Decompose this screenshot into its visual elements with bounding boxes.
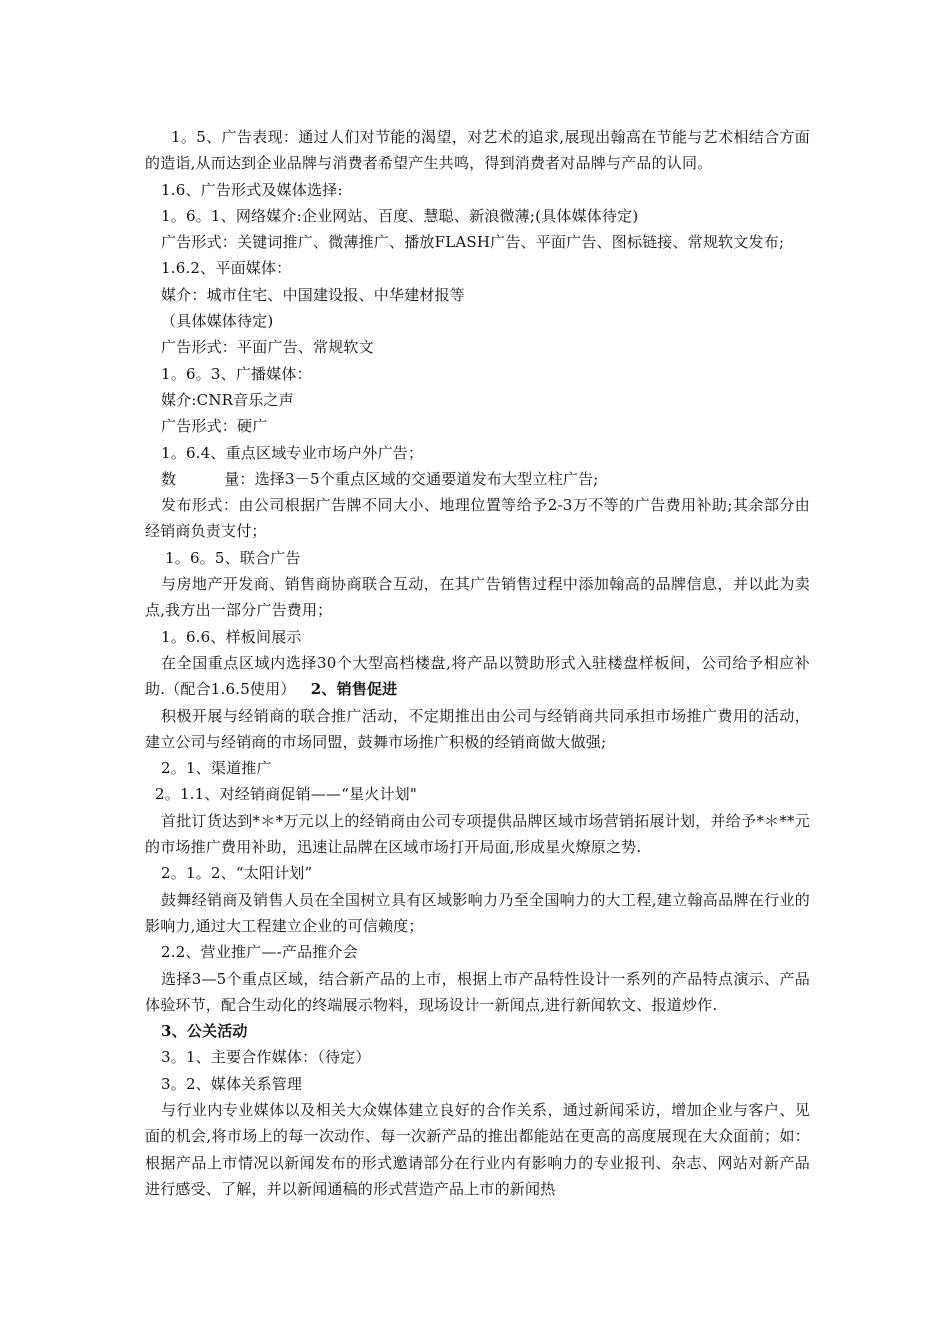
quantity-label-part-1: 数 xyxy=(161,469,177,488)
paragraph-radio-ad-forms: 广告形式：硬广 xyxy=(161,417,268,436)
paragraph-print-media-list: 媒介：城市住宅、中国建设报、中华建材报等 xyxy=(161,285,466,304)
heading-sun-plan: 2。1。2、“太阳计划” xyxy=(161,864,313,883)
document-body xyxy=(145,124,810,1202)
heading-media-partners: 3。1、主要合作媒体：（待定） xyxy=(161,1048,371,1067)
paragraph-product-launch: 选择3—5个重点区域，结合新产品的上市，根据上市产品特性设计一系列的产品特点演示、产品体验环节，配合生动化的终端展示物料，现场设计一新闻点,进行新闻软文、报道炒作. xyxy=(145,969,810,1014)
paragraph-radio-media: 媒介:CNR音乐之声 xyxy=(161,390,294,409)
showroom-text: 在全国重点区域内选择30个大型高档楼盘,将产品以赞助形式入驻楼盘样板间，公司给予相应补助.（配合1.6.5使用） xyxy=(145,653,810,699)
heading-media-relations: 3。2、媒体关系管理 xyxy=(161,1074,303,1093)
paragraph-outdoor-release-form: 发布形式：由公司根据广告牌不同大小、地理位置等给予2-3万不等的广告费用补助;其余部分由经销商负责支付； xyxy=(145,496,810,541)
heading-ad-media-selection: 1.6、广告形式及媒体选择: xyxy=(161,180,343,199)
heading-public-relations: 3、公关活动 xyxy=(161,1022,248,1041)
heading-print-media: 1.6.2、平面媒体： xyxy=(161,259,292,278)
paragraph-print-media-tbd: （具体媒体待定) xyxy=(161,312,274,331)
paragraph-outdoor-quantity xyxy=(145,466,810,492)
heading-online-media: 1。6。1、网络媒介:企业网站、百度、慧聪、新浪微薄;(具体媒体待定) xyxy=(161,206,639,225)
paragraph-print-ad-forms: 广告形式：平面广告、常规软文 xyxy=(161,338,374,357)
heading-joint-ads: 1。6。5、联合广告 xyxy=(165,548,301,567)
quantity-label-part-2: 量：选择3－5个重点区域的交通要道发布大型立柱广告; xyxy=(224,469,599,488)
heading-radio-media: 1。6。3、广播媒体： xyxy=(161,364,312,383)
paragraph-showroom xyxy=(145,650,810,703)
paragraph-spark-plan: 首批订货达到*＊*万元以上的经销商由公司专项提供品牌区域市场营销拓展计划，并给予*＊**元的市场推广费用补助，迅速让品牌在区域市场打开局面,形成星火燎原之势. xyxy=(145,811,810,857)
paragraph-ad-expression: 1。5、广告表现：通过人们对节能的渴望，对艺术的追求,展现出翰高在节能与艺术相结合方面的造诣,从而达到企业品牌与消费者希望产生共鸣，得到消费者对品牌与产品的认同。 xyxy=(145,128,810,173)
heading-spark-plan: 2。1.1、对经销商促销——“星火计划" xyxy=(155,785,417,804)
heading-outdoor-ads: 1。6.4、重点区域专业市场户外广告； xyxy=(161,443,424,462)
paragraph-media-relations: 与行业内专业媒体以及相关大众媒体建立良好的合作关系，通过新闻采访，增加企业与客户、见面的机会,将市场上的每一次动作、每一次新产品的推出都能站在更高的高度展现在大众面前；如：根据产品上市情况以新闻发布的形式邀请部分在行业内有影响力的专业报刊、杂志、网站对新产品进行感受、了解，并以新闻通稿的形式营造产品上市的新闻热 xyxy=(145,1100,810,1198)
paragraph-sun-plan: 鼓舞经销商及销售人员在全国树立具有区域影响力乃至全国响力的大工程,建立翰高品牌在行业的影响力,通过大工程建立企业的可信赖度； xyxy=(145,890,810,935)
heading-business-promotion: 2.2、营业推广—-产品推介会 xyxy=(161,943,358,962)
paragraph-online-ad-forms: 广告形式：关键词推广、微薄推广、播放FLASH广告、平面广告、图标链接、常规软文发布; xyxy=(161,233,785,252)
paragraph-joint-ads: 与房地产开发商、销售商协商联合互动，在其广告销售过程中添加翰高的品牌信息，并以此为卖点,我方出一部分广告费用； xyxy=(145,575,810,620)
paragraph-sales-promotion: 积极开展与经销商的联合推广活动，不定期推出由公司与经销商共同承担市场推广费用的活动，建立公司与经销商的市场同盟，鼓舞市场推广积极的经销商做大做强; xyxy=(145,706,810,751)
heading-showroom: 1。6.6、样板间展示 xyxy=(161,627,302,646)
heading-channel-promotion: 2。1、渠道推广 xyxy=(161,759,272,778)
heading-sales-promotion: 2、销售促进 xyxy=(310,680,398,699)
